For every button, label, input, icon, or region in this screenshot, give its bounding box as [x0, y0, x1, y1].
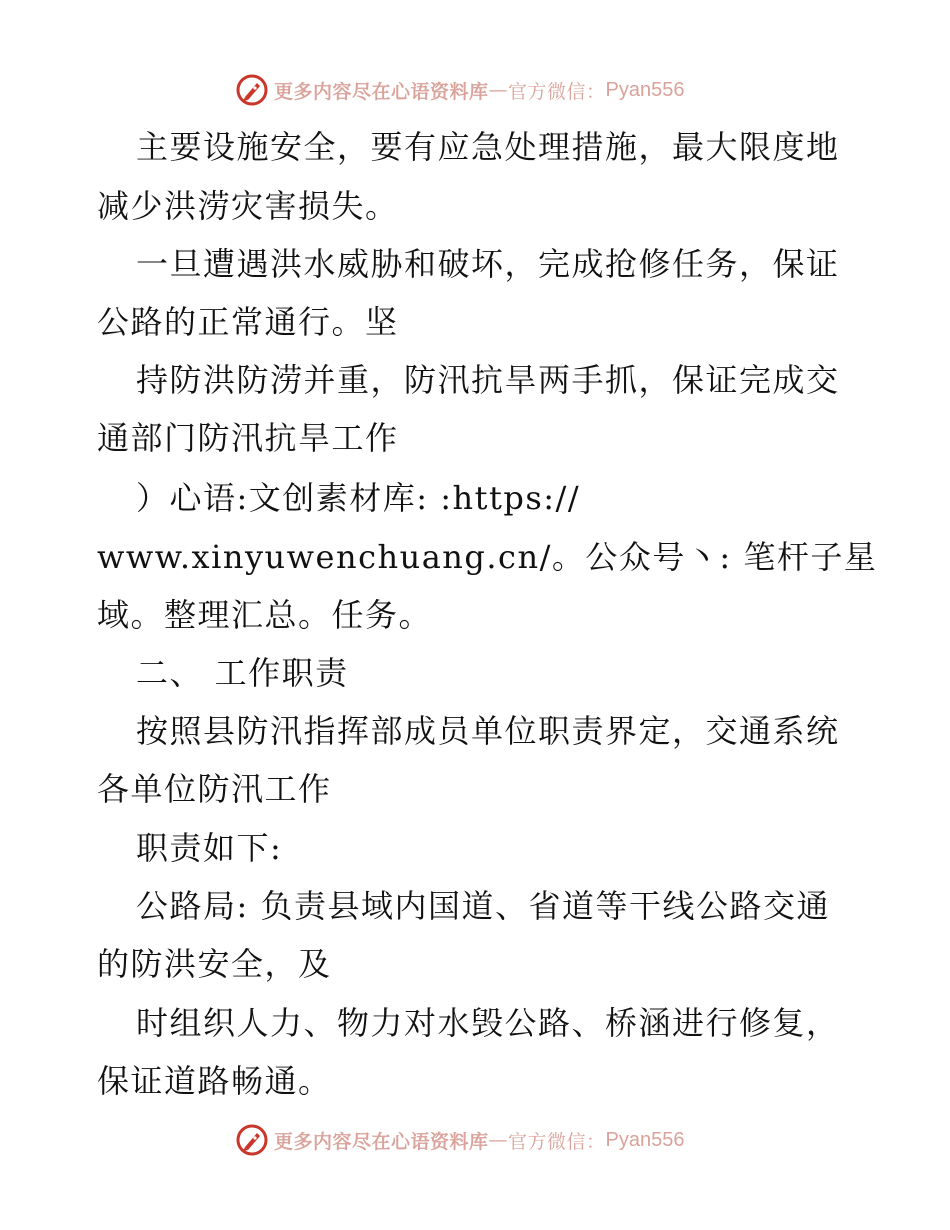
pen-nib-logo-icon — [236, 1124, 268, 1156]
wechat-label: 官方微信： — [508, 80, 606, 103]
paragraph-line: 减少洪涝灾害损失。 — [97, 187, 399, 225]
section-heading: 二、 工作职责 — [136, 654, 349, 692]
paragraph-line: www.xinyuwenchuang.cn/。公众号丶: 笔杆子星 — [97, 538, 878, 576]
paragraph-line: 通部门防汛抗旱工作 — [97, 419, 399, 457]
promo-text: 更多内容尽在心语资料库 — [274, 80, 489, 103]
dash-separator: — — [488, 79, 509, 101]
paragraph-line: 保证道路畅通。 — [97, 1062, 332, 1100]
wechat-label: 官方微信： — [508, 1130, 606, 1153]
paragraph-line: 公路局: 负责县域内国道、省道等干线公路交通 — [136, 887, 830, 925]
paragraph-line: 主要设施安全，要有应急处理措施，最大限度地 — [136, 128, 840, 166]
header-watermark — [236, 73, 685, 107]
paragraph-line: ）心语:文创素材库: :https:// — [136, 479, 581, 517]
dash-separator: — — [488, 1129, 509, 1151]
paragraph-line: 职责如下: — [136, 829, 283, 867]
paragraph-line: 各单位防汛工作 — [97, 770, 332, 808]
wechat-handle: Pyan556 — [605, 78, 685, 101]
promo-text: 更多内容尽在心语资料库 — [274, 1130, 489, 1153]
paragraph-line: 按照县防汛指挥部成员单位职责界定，交通系统 — [136, 712, 840, 750]
paragraph-line: 持防洪防涝并重，防汛抗旱两手抓，保证完成交 — [136, 361, 840, 399]
paragraph-line: 一旦遭遇洪水威胁和破坏，完成抢修任务，保证 — [136, 245, 840, 283]
paragraph-line: 时组织人力、物力对水毁公路、桥涵进行修复， — [136, 1004, 840, 1042]
footer-watermark — [236, 1123, 685, 1157]
wechat-handle: Pyan556 — [605, 1128, 685, 1151]
pen-nib-logo-icon — [236, 74, 268, 106]
paragraph-line: 的防洪安全，及 — [97, 945, 332, 983]
paragraph-line: 公路的正常通行。坚 — [97, 303, 399, 341]
paragraph-line: 域。整理汇总。任务。 — [97, 596, 433, 634]
